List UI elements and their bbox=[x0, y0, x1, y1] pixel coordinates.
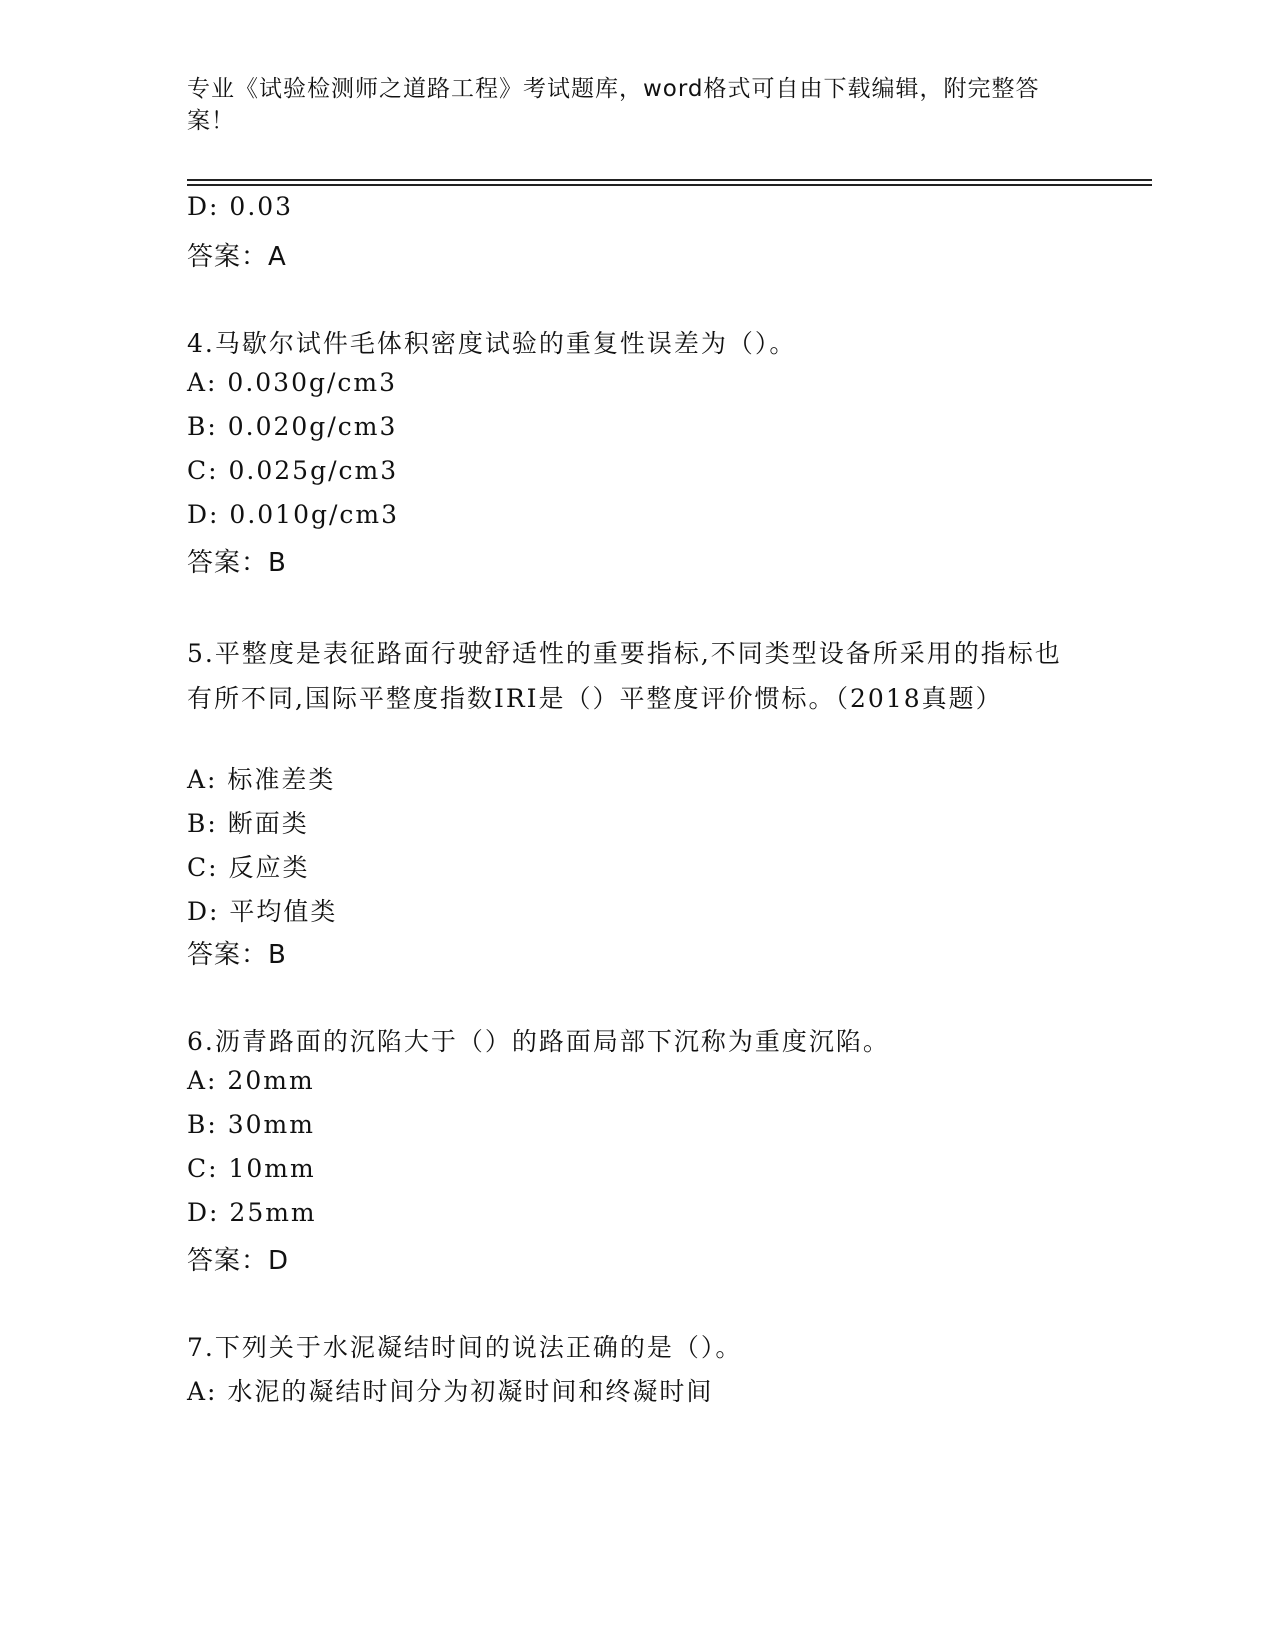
question-5-option-b: B: 断面类 bbox=[187, 809, 309, 838]
question-5-option-d: D: 平均值类 bbox=[187, 897, 338, 926]
header-divider-top bbox=[187, 179, 1152, 181]
document-header: 专业《试验检测师之道路工程》考试题库，word格式可自由下载编辑，附完整答案！ bbox=[187, 76, 1040, 134]
question-6-stem: 6.沥青路面的沉陷大于（）的路面局部下沉称为重度沉陷。 bbox=[187, 1027, 890, 1056]
question-4-option-b: B: 0.020g/cm3 bbox=[187, 412, 398, 441]
question-4-stem: 4.马歇尔试件毛体积密度试验的重复性误差为（）。 bbox=[187, 329, 797, 358]
question-6-option-a: A: 20mm bbox=[187, 1066, 315, 1095]
question-6-option-d: D: 25mm bbox=[187, 1198, 317, 1227]
prev-answer: 答案：A bbox=[187, 242, 287, 272]
question-6-option-b: B: 30mm bbox=[187, 1110, 315, 1139]
question-4-answer: 答案：B bbox=[187, 548, 287, 578]
question-6-answer: 答案：D bbox=[187, 1246, 290, 1276]
question-4-option-c: C: 0.025g/cm3 bbox=[187, 456, 399, 485]
question-6-option-c: C: 10mm bbox=[187, 1154, 316, 1183]
question-7-option-a: A: 水泥的凝结时间分为初凝时间和终凝时间 bbox=[187, 1377, 714, 1406]
question-5-option-a: A: 标准差类 bbox=[187, 765, 336, 794]
header-divider-bottom bbox=[187, 184, 1152, 186]
prev-option-d: D: 0.03 bbox=[187, 192, 294, 221]
question-7-stem: 7.下列关于水泥凝结时间的说法正确的是（）。 bbox=[187, 1333, 743, 1362]
question-5-stem: 5.平整度是表征路面行驶舒适性的重要指标,不同类型设备所采用的指标也有所不同,国际平整度指数IRI是（）平整度评价惯标。（2018真题） bbox=[187, 639, 1062, 713]
question-5-answer: 答案：B bbox=[187, 940, 287, 970]
question-4-option-d: D: 0.010g/cm3 bbox=[187, 500, 400, 529]
question-5-option-c: C: 反应类 bbox=[187, 853, 310, 882]
question-4-option-a: A: 0.030g/cm3 bbox=[187, 368, 398, 397]
